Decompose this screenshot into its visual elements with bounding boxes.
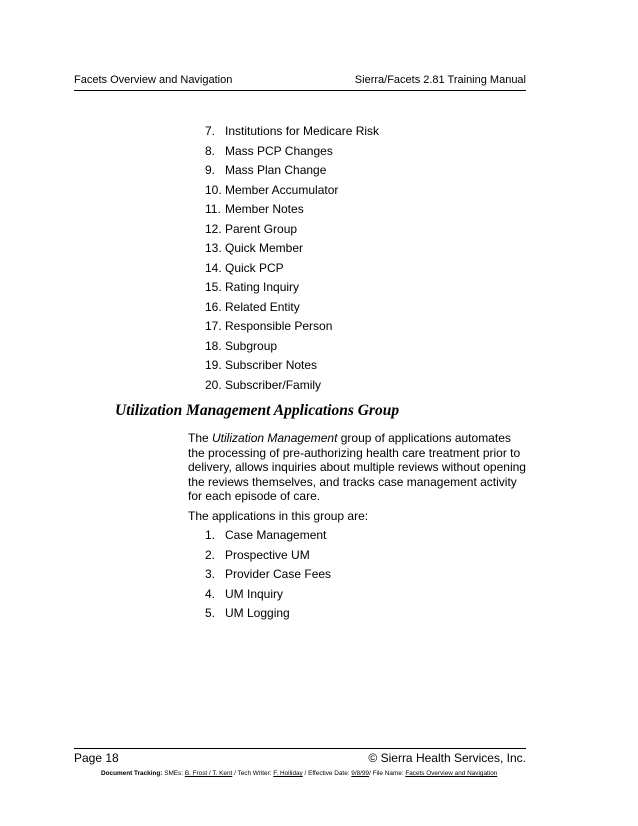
list-item-text: Related Entity: [225, 299, 300, 314]
document-tracking-line: [101, 769, 497, 778]
list-item-number: 11.: [205, 202, 221, 216]
list-item: [205, 222, 379, 242]
list-item-text: Subscriber Notes: [225, 358, 318, 372]
list-item: [205, 358, 379, 378]
page-number: Page 18: [74, 751, 119, 765]
list-item: [205, 548, 331, 568]
list-item-number: 5.: [205, 606, 216, 620]
header-right-text: Sierra/Facets 2.81 Training Manual: [354, 74, 526, 86]
copyright-text: © Sierra Health Services, Inc.: [368, 751, 526, 765]
list-item-number: 19.: [205, 358, 222, 372]
list-item-number: 18.: [205, 338, 222, 353]
smes-label: SMEs:: [162, 770, 185, 777]
header-left-text: Facets Overview and Navigation: [74, 74, 233, 86]
list-item-number: 17.: [205, 319, 222, 333]
list-item-number: 2.: [205, 547, 216, 562]
applications-intro: The applications in this group are:: [188, 509, 369, 523]
list-item-number: 15.: [205, 280, 222, 294]
list-item-text: Case Management: [225, 528, 327, 542]
list-item-number: 9.: [205, 163, 216, 177]
running-header: [74, 72, 526, 91]
list-item-text: Parent Group: [225, 221, 298, 236]
list-item-text: Quick PCP: [225, 260, 284, 275]
writer-value: F. Holliday: [273, 770, 303, 777]
list-item-text: Mass Plan Change: [225, 163, 327, 177]
description-emphasis: Utilization Management: [212, 431, 338, 445]
description-start: The: [188, 431, 213, 445]
list-item-text: Responsible Person: [225, 319, 333, 333]
list-item-number: 13.: [205, 241, 222, 255]
list-item: [205, 124, 379, 144]
list-item: [205, 606, 331, 626]
date-value: 9/8/99: [351, 770, 370, 777]
list-item-number: 4.: [205, 586, 216, 601]
date-label: / Effective Date:: [302, 770, 352, 777]
list-item-text: Provider Case Fees: [225, 567, 332, 581]
file-value: Facets Overview and Navigation: [405, 770, 498, 777]
list-item-number: 3.: [205, 567, 216, 581]
list-item-number: 7.: [205, 124, 216, 138]
list-item: [205, 378, 379, 398]
list-item-text: Subgroup: [225, 338, 278, 353]
um-applications-list: [205, 528, 331, 626]
list-item: [205, 567, 331, 587]
list-item-number: 20.: [205, 377, 222, 392]
list-item-number: 1.: [205, 528, 216, 542]
list-item-number: 14.: [205, 260, 222, 275]
running-footer: [74, 748, 526, 765]
list-item-text: Prospective UM: [225, 547, 310, 562]
list-item-text: Quick Member: [225, 241, 304, 255]
list-item: [205, 183, 379, 203]
tracking-label: Document Tracking:: [101, 770, 163, 777]
list-item: [205, 300, 379, 320]
list-item-text: Subscriber/Family: [225, 377, 322, 392]
list-item: [205, 261, 379, 281]
list-item-text: Member Notes: [225, 202, 304, 216]
section-heading: Utilization Management Applications Group: [115, 402, 400, 419]
list-item-number: 16.: [205, 299, 222, 314]
list-item: [205, 144, 379, 164]
list-item-number: 10.: [205, 182, 222, 197]
list-item-text: UM Inquiry: [225, 586, 284, 601]
section-description: [188, 431, 528, 504]
file-label: / File Name:: [369, 770, 406, 777]
list-item: [205, 319, 379, 339]
list-item-number: 8.: [205, 143, 216, 158]
list-item: [205, 528, 331, 548]
list-item: [205, 163, 379, 183]
list-item-number: 12.: [205, 221, 222, 236]
writer-label: / Tech Writer:: [232, 770, 274, 777]
list-item-text: Member Accumulator: [225, 182, 339, 197]
list-item: [205, 339, 379, 359]
list-item-text: UM Logging: [225, 606, 290, 620]
list-item-text: Mass PCP Changes: [225, 143, 333, 158]
list-item: [205, 587, 331, 607]
list-item: [205, 280, 379, 300]
list-item: [205, 241, 379, 261]
description-rest: group of applications automates the processing of pre-authorizing health care treatment prior to delivery, allows inquiries about multiple reviews without opening the reviews themselves, and tracks case management activity for each episode of care.: [188, 431, 526, 503]
list-item-text: Rating Inquiry: [225, 280, 300, 294]
applications-list-continued: [205, 124, 379, 397]
list-item-text: Institutions for Medicare Risk: [225, 124, 380, 138]
smes-value: B. Frost / T. Kent: [184, 770, 233, 777]
list-item: [205, 202, 379, 222]
